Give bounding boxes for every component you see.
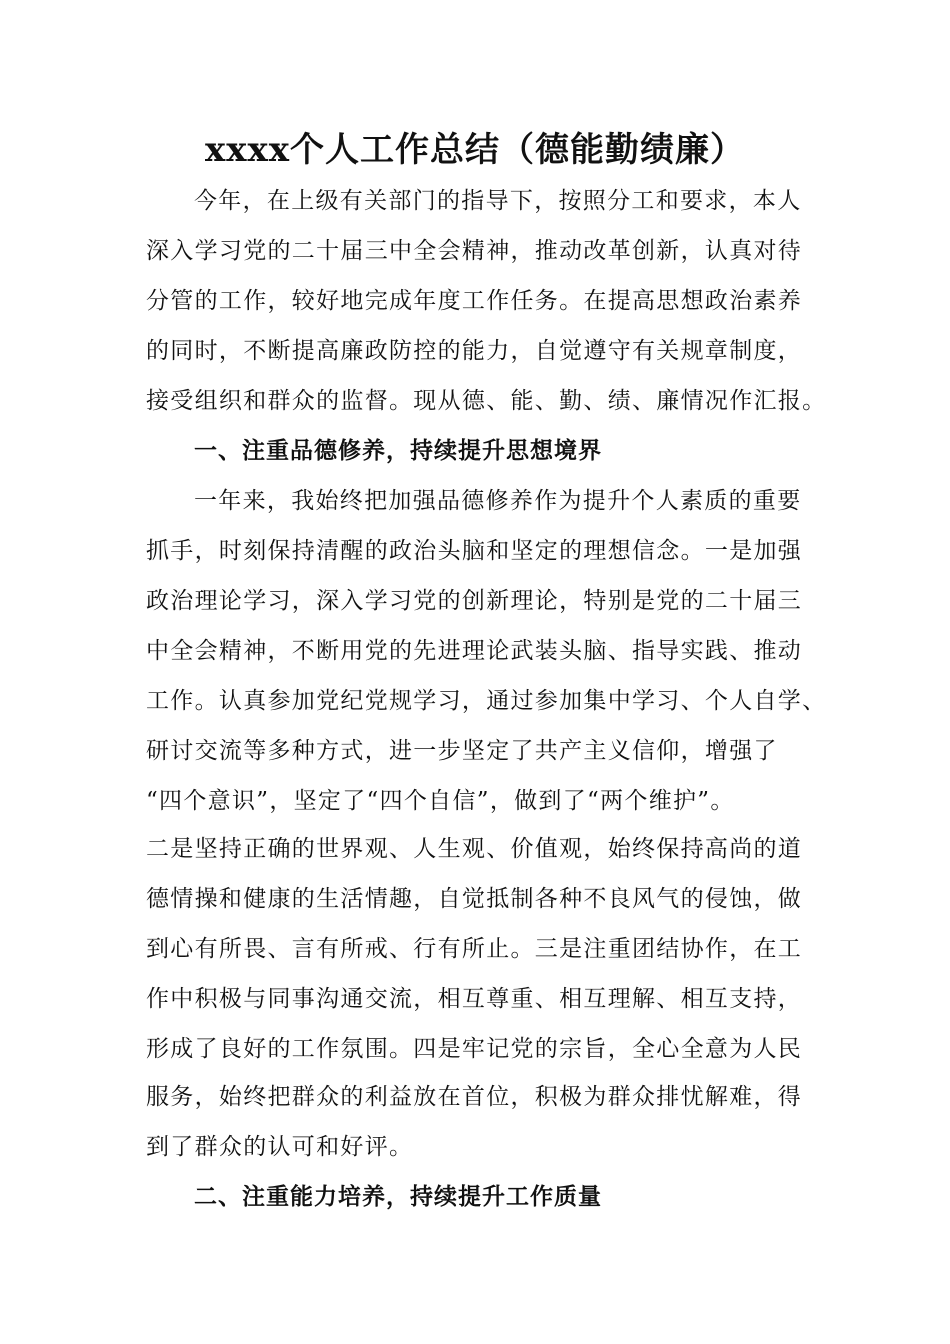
paragraph-line: 到了群众的认可和好评。	[146, 1134, 414, 1160]
paragraph-line: 深入学习党的二十届三中全会精神，推动改革创新，认真对待	[146, 238, 803, 264]
paragraph-line: 接受组织和群众的监督。现从德、能、勤、绩、廉情况作汇报。	[146, 388, 827, 414]
paragraph-line: 分管的工作，较好地完成年度工作任务。在提高思想政治素养	[146, 288, 803, 314]
paragraph-line: 服务，始终把群众的利益放在首位，积极为群众排忧解难，得	[146, 1084, 803, 1110]
paragraph-line: 研讨交流等多种方式，进一步坚定了共产主义信仰，增强了	[146, 738, 778, 764]
paragraph-line: 的同时，不断提高廉政防控的能力，自觉遵守有关规章制度，	[146, 338, 803, 364]
section-heading-2: 二、注重能力培养，持续提升工作质量	[194, 1183, 602, 1210]
paragraph-line: 一年来，我始终把加强品德修养作为提升个人素质的重要	[194, 488, 802, 514]
paragraph-line: 工作。认真参加党纪党规学习，通过参加集中学习、个人自学、	[146, 688, 827, 714]
paragraph-line: 德情操和健康的生活情趣，自觉抵制各种不良风气的侵蚀，做	[146, 886, 803, 912]
paragraph-line: 抓手，时刻保持清醒的政治头脑和坚定的理想信念。一是加强	[146, 538, 803, 564]
paragraph-line: 中全会精神，不断用党的先进理论武装头脑、指导实践、推动	[146, 638, 803, 664]
paragraph-line: 今年，在上级有关部门的指导下，按照分工和要求，本人	[194, 188, 802, 214]
paragraph-line: “四个意识”，坚定了“四个自信”，做到了“两个维护”。	[146, 788, 735, 814]
paragraph-line: 形成了良好的工作氛围。四是牢记党的宗旨，全心全意为人民	[146, 1036, 803, 1062]
paragraph-line: 二是坚持正确的世界观、人生观、价值观，始终保持高尚的道	[146, 836, 803, 862]
document-title: xxxx个人工作总结（德能勤绩廉）	[204, 130, 746, 170]
paragraph-line: 作中积极与同事沟通交流，相互尊重、相互理解、相互支持，	[146, 986, 803, 1012]
paragraph-line: 政治理论学习，深入学习党的创新理论，特别是党的二十届三	[146, 588, 803, 614]
paragraph-line: 到心有所畏、言有所戒、行有所止。三是注重团结协作，在工	[146, 936, 803, 962]
section-heading-1: 一、注重品德修养，持续提升思想境界	[194, 437, 602, 464]
